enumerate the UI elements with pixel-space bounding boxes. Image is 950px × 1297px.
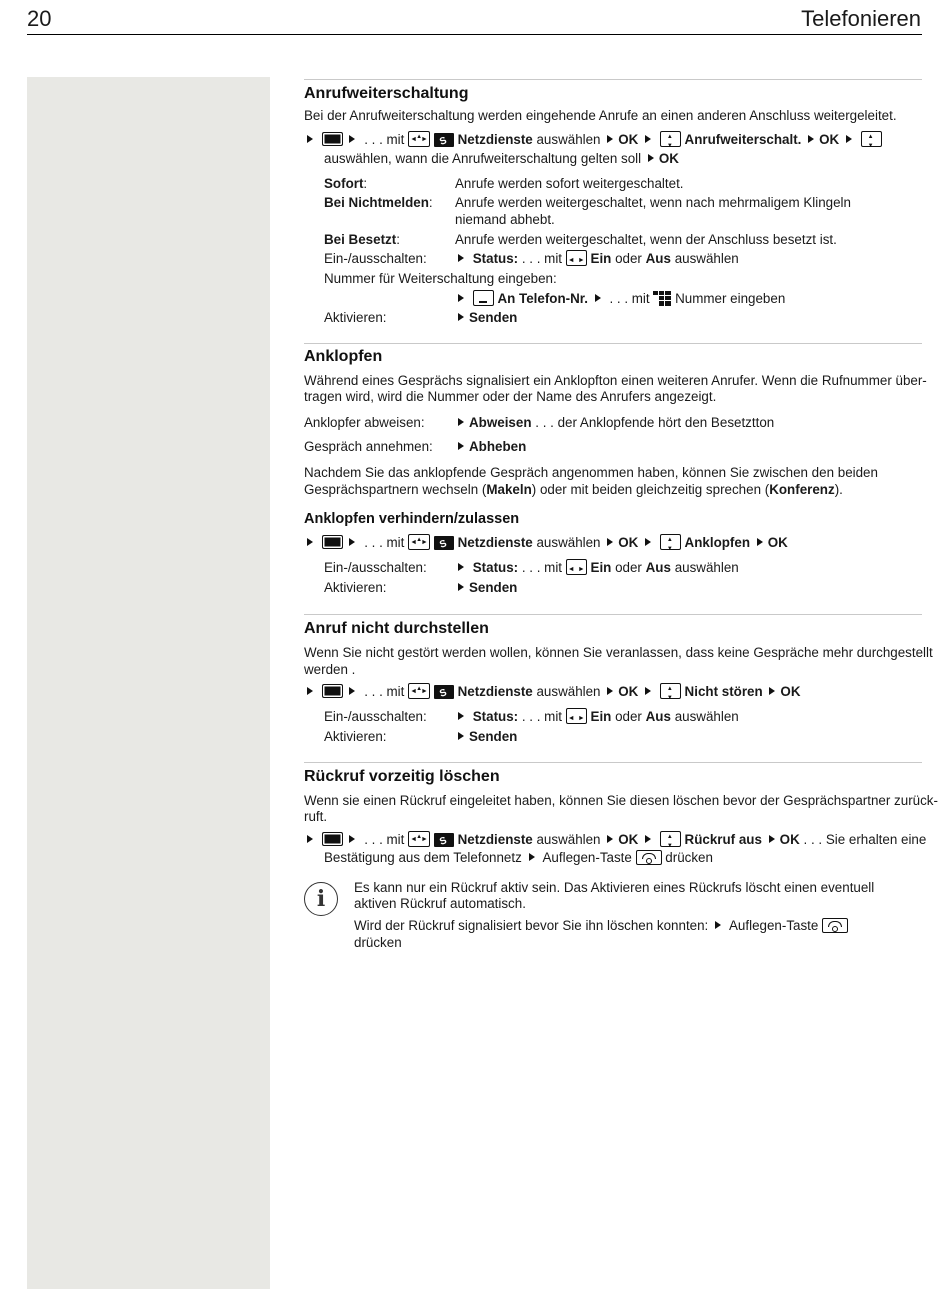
aktivieren-label: Aktivieren: [324,580,387,595]
keypad-icon [653,291,671,306]
arrow-icon [645,135,651,143]
section-rule [304,614,922,615]
nummer-step: An Telefon-Nr. . . . mit Nummer eingeben [455,290,785,307]
chapter-title: Telefonieren [801,6,921,31]
network-services-icon [434,685,454,699]
instruction-step-continued: Bestätigung aus dem Telefonnetz Auflegen-Taste drücken [324,850,713,865]
option-label: Sofort: [324,176,368,191]
step-arrow-icon [458,418,464,426]
info-text-line: aktiven Rückruf automatisch. [354,896,526,911]
leftright-key-icon [566,559,587,575]
info-text-line: Es kann nur ein Rückruf aktiv sein. Das Aktivieren eines Rückrufs löscht einen eventuell [354,880,875,895]
option-text: Anrufe werden weitergeschaltet, wenn der Anschluss besetzt ist. [455,232,837,247]
arrow-icon [846,135,852,143]
abweisen-step: Abweisen . . . der Anklopfende hört den Besetztton [455,414,774,431]
section-title-anruf-nicht-durchstellen: Anruf nicht durchstellen [304,620,489,637]
arrow-icon [645,687,651,695]
einaus-step: Status: . . . mit ◄ ► Ein oder Aus auswählen [455,708,739,725]
arrow-icon [607,687,613,695]
margin-column [27,77,270,1289]
option-label: Bei Nichtmelden: [324,195,433,210]
instruction-step: . . . mit ◄► ▲ S Netzdienste auswählen OK ▲ ▼ Nicht stören OK [304,683,801,700]
info-text-line: Wird der Rückruf signalisiert bevor Sie ihn löschen konnten: Auflegen-Taste [354,917,848,934]
network-services-icon [434,536,454,550]
step-arrow-icon [307,835,313,843]
arrow-icon [607,835,613,843]
step-arrow-icon [307,135,313,143]
arrow-icon [757,538,763,546]
network-services-icon [434,833,454,847]
section-rule [304,762,922,763]
step-arrow-icon [307,538,313,546]
step-arrow-icon [458,712,464,720]
section-title-anklopfen: Anklopfen [304,348,383,365]
arrow-icon [607,135,613,143]
einaus-label: Ein-/ausschalten: [324,560,427,575]
nav-key-icon [408,683,430,699]
nav-key-icon [408,131,430,147]
instruction-step: . . . mit ◄► ▲ S Netzdienste auswählen OK ▲ ▼ Anklopfen OK [304,534,788,551]
updown-key-icon [861,131,882,147]
arrow-icon [529,853,535,861]
option-text-continued: niemand abhebt. [455,212,555,227]
subsection-title: Anklopfen verhindern/zulassen [304,511,520,527]
section-title-anrufweiterschaltung: Anrufweiterschaltung [304,85,469,102]
einaus-step: Status: . . . mit ◄ ► Ein oder Aus auswählen [455,559,739,576]
einaus-step: Status: . . . mit ◄ ► Ein oder Aus auswählen [455,250,739,267]
arrow-icon [715,921,721,929]
aktivieren-step: Senden [455,728,517,745]
aktivieren-step: Senden [455,579,517,596]
paragraph-line: Nachdem Sie das anklopfende Gespräch angenommen haben, können Sie zwischen den beiden [304,465,878,480]
section-title-rueckruf-loeschen: Rückruf vorzeitig löschen [304,768,500,785]
nav-key-icon [408,534,430,550]
leftright-key-icon [566,250,587,266]
arrow-icon [808,135,814,143]
info-icon: i [304,882,338,916]
step-arrow-icon [458,442,464,450]
annehmen-label: Gespräch annehmen: [304,439,433,454]
step-arrow-icon [307,687,313,695]
menu-key-icon [322,832,343,846]
arrow-icon [769,835,775,843]
instruction-step: . . . mit ◄► ▲ S Netzdienste auswählen OK ▲ ▼ Anrufweiterschalt. OK ▲ ▼ [304,131,882,148]
arrow-icon [769,687,775,695]
arrow-icon [607,538,613,546]
updown-key-icon [660,131,681,147]
einaus-label: Ein-/ausschalten: [324,251,427,266]
menu-key-icon [322,132,343,146]
end-call-key-icon [636,850,662,865]
nummer-label: Nummer für Weiterschaltung eingeben: [324,271,557,286]
section-intro-line: Wenn sie einen Rückruf eingeleitet haben, können Sie diesen löschen bevor der Gesprächspartner zurück- [304,793,938,808]
aktivieren-label: Aktivieren: [324,729,387,744]
aktivieren-label: Aktivieren: [324,310,387,325]
step-arrow-icon [458,583,464,591]
nav-key-icon [408,831,430,847]
einaus-label: Ein-/ausschalten: [324,709,427,724]
section-intro-line: Während eines Gesprächs signalisiert ein Anklopfton einen weiteren Anrufer. Wenn die Rufnummer über- [304,373,927,388]
updown-key-icon [660,831,681,847]
arrow-icon [595,294,601,302]
arrow-icon [648,154,654,162]
updown-key-icon [660,683,681,699]
arrow-icon [645,538,651,546]
arrow-icon [349,835,355,843]
softkey-icon [473,290,494,306]
step-arrow-icon [458,294,464,302]
network-services-icon [434,133,454,147]
instruction-step: . . . mit ◄► ▲ S Netzdienste auswählen OK ▲ ▼ Rückruf aus OK . . . Sie erhalten eine [304,831,926,848]
section-rule [304,79,922,80]
step-arrow-icon [458,563,464,571]
arrow-icon [645,835,651,843]
option-label: Bei Besetzt: [324,232,400,247]
option-text: Anrufe werden sofort weitergeschaltet. [455,176,684,191]
header-rule [27,34,922,35]
step-arrow-icon [458,732,464,740]
section-intro-line: werden . [304,662,356,677]
option-text: Anrufe werden weitergeschaltet, wenn nach mehrmaligem Klingeln [455,195,851,210]
arrow-icon [349,538,355,546]
menu-key-icon [322,535,343,549]
paragraph-line: Gesprächspartnern wechseln (Makeln) oder mit beiden gleichzeitig sprechen (Konferenz). [304,482,843,497]
end-call-key-icon [822,918,848,933]
section-rule [304,343,922,344]
section-intro-line: tragen wird, wird die Nummer oder der Name des Anrufers angezeigt. [304,389,717,404]
section-intro-line: Wenn Sie nicht gestört werden wollen, können Sie veranlassen, dass keine Gespräche mehr durchgestellt [304,645,933,660]
abweisen-label: Anklopfer abweisen: [304,415,425,430]
page-number: 20 [27,6,52,31]
updown-key-icon [660,534,681,550]
arrow-icon [349,135,355,143]
info-text-line: drücken [354,935,402,950]
section-intro: Bei der Anrufweiterschaltung werden eingehende Anrufe an einen anderen Anschluss weitergeleitet. [304,108,897,123]
arrow-icon [349,687,355,695]
leftright-key-icon [566,708,587,724]
menu-key-icon [322,684,343,698]
step-arrow-icon [458,313,464,321]
section-intro-line: ruft. [304,809,328,824]
aktivieren-step: Senden [455,309,517,326]
annehmen-step: Abheben [455,438,526,455]
instruction-step-continued: auswählen, wann die Anrufweiterschaltung gelten soll OK [324,151,679,166]
step-arrow-icon [458,254,464,262]
